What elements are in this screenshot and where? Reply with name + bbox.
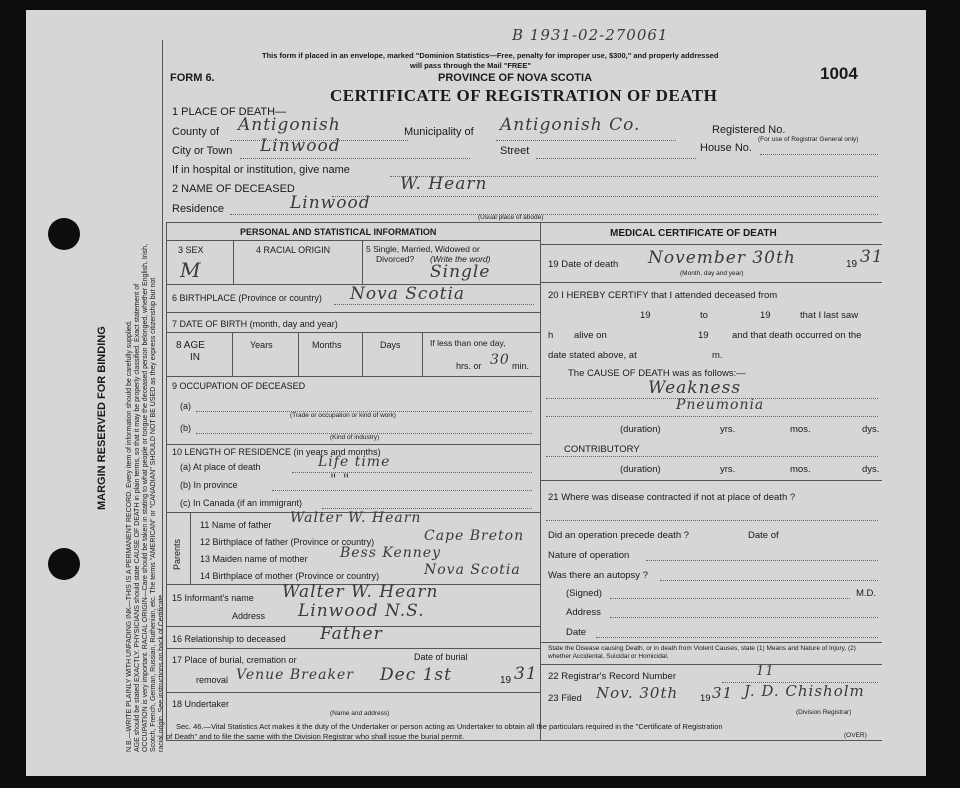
autopsy-label: Was there an autopsy ? [548, 570, 648, 581]
occupation-b: (b) [180, 423, 191, 433]
physician-date-label: Date [566, 627, 587, 638]
footer-over: (OVER) [844, 732, 867, 739]
house-no-label: House No. [700, 142, 752, 154]
residence-length-label: 10 LENGTH OF RESIDENCE (in years and months) [172, 447, 381, 457]
binding-hole-top [48, 218, 80, 250]
certify-19b: 19 [760, 310, 771, 321]
certify-date-above: date stated above, at [548, 350, 637, 361]
certificate-title: CERTIFICATE OF REGISTRATION OF DEATH [330, 86, 718, 105]
municipality-value: Antigonish Co. [500, 115, 641, 135]
undertaker-note: (Name and address) [330, 710, 390, 717]
certify-label: 20 I HEREBY CERTIFY that I attended deceased from [548, 290, 778, 301]
in-canada-label: (c) In Canada (if an immigrant) [180, 498, 303, 508]
burial-year-value: 31 [514, 664, 538, 684]
place-of-death-heading: 1 PLACE OF DEATH— [172, 106, 287, 118]
removal-value: Venue Breaker [236, 667, 354, 683]
death-year-prefix: 19 [846, 259, 858, 270]
registered-note: (For use of Registrar General only) [758, 136, 859, 143]
at-place-label: (a) At place of death [180, 462, 261, 472]
filed-year-value: 31 [712, 684, 734, 702]
certify-h: h [548, 330, 554, 341]
father-birthplace-label: 12 Birthplace of father (Province or country) [200, 537, 375, 547]
cause-label: The CAUSE OF DEATH was as follows:— [568, 368, 746, 379]
father-name-label: 11 Name of father [200, 520, 272, 530]
duration-2: (duration) [620, 464, 661, 475]
in-province-value: " " [330, 472, 351, 488]
certify-last-saw: that I last saw [800, 310, 859, 321]
cause-value-1: Weakness [648, 378, 742, 398]
operation-label: Did an operation precede death ? [548, 530, 690, 541]
margin-instruction-5: racial origin. See instructions on back of Certificate. [158, 592, 165, 752]
racial-origin-label: 4 RACIAL ORIGIN [256, 245, 331, 255]
dob-label: 7 DATE OF BIRTH (month, day and year) [172, 319, 338, 329]
residence-label: Residence [172, 203, 224, 215]
informant-address-label: Address [232, 611, 266, 621]
province-heading: PROVINCE OF NOVA SCOTIA [438, 72, 593, 84]
date-burial-label: Date of burial [414, 652, 468, 662]
record-number-value: 11 [756, 664, 775, 679]
envelope-notice: This form if placed in an envelope, marked "Dominion Statistics—Free, penalty for improper use, $300," and properly addressed [262, 51, 719, 60]
dys-2: dys. [862, 464, 880, 475]
reference-number: B 1931-02-270061 [512, 26, 669, 44]
marital-label-2: Divorced? [376, 254, 415, 264]
registrar-signature: J. D. Chisholm [744, 682, 865, 700]
burial-place-label: 17 Place of burial, cremation or [172, 655, 297, 665]
removal-label: removal [196, 675, 229, 685]
occupation-a: (a) [180, 401, 191, 411]
death-year-value: 31 [860, 247, 884, 267]
certify-death-occurred: and that death occurred on the [732, 330, 862, 341]
father-name-value: Walter W. Hearn [290, 510, 422, 526]
certify-m: m. [712, 350, 723, 361]
form-number: FORM 6. [170, 72, 215, 84]
serial-number: 1004 [820, 64, 858, 83]
informant-value: Walter W. Hearn [282, 582, 439, 602]
mother-name-label: 13 Maiden name of mother [200, 554, 308, 564]
certify-to: to [700, 310, 708, 321]
margin-instruction-2: AGE should be stated EXACTLY. PHYSICIANS should state CAUSE OF DEATH in plain terms, so that it may be properly classified. Exact statement of [134, 283, 141, 752]
md-label: M.D. [856, 588, 877, 599]
yrs-2: yrs. [720, 464, 736, 475]
county-label: County of [172, 126, 220, 138]
hospital-label: If in hospital or institution, give name [172, 164, 350, 176]
municipality-label: Municipality of [404, 126, 474, 138]
occupation-label: 9 OCCUPATION OF DECEASED [172, 381, 306, 391]
duration-1: (duration) [620, 424, 661, 435]
min-label: min. [512, 361, 530, 371]
cause-value-2: Pneumonia [676, 397, 765, 413]
residence-value: Linwood [290, 193, 371, 213]
margin-instruction-1: N.B.—WRITE PLAINLY WITH UNFADING INK—THIS IS A PERMANENT RECORD. Every item of information should be carefully supplied. [126, 320, 133, 752]
state-note: State the Disease causing Death, or in death from Violent Causes, state (1) Means and Nature of Injury, (2) whether Accidental, Suicidal or Homicidal. [548, 645, 856, 660]
marital-value: Single [430, 262, 491, 282]
marital-note: (Write the word) [430, 254, 491, 264]
age-label: 8 AGE [176, 340, 205, 351]
mother-name-value: Bess Kenney [340, 545, 441, 561]
sex-label: 3 SEX [178, 245, 204, 255]
personal-info-heading: PERSONAL AND STATISTICAL INFORMATION [240, 227, 437, 237]
operation-date-label: Date of [748, 530, 779, 541]
filed-value: Nov. 30th [596, 684, 679, 702]
certify-19a: 19 [640, 310, 651, 321]
birthplace-label: 6 BIRTHPLACE (Province or country) [172, 293, 322, 303]
sex-value: M [180, 258, 202, 282]
division-registrar-note: (Division Registrar) [796, 709, 852, 716]
registered-label: Registered No. [712, 124, 786, 136]
date-of-death-value: November 30th [648, 248, 796, 268]
minutes-value: 30 [490, 352, 510, 368]
days-label: Days [380, 340, 401, 350]
county-value: Antigonish [238, 115, 341, 135]
date-of-death-note: (Month, day and year) [680, 270, 744, 277]
footer-sec46b: of Death" and to file the same with the Division Registrar who shall issue the burial permit. [166, 732, 465, 741]
occupation-b-note: (Kind of industry) [330, 434, 380, 441]
medical-heading: MEDICAL CERTIFICATE OF DEATH [610, 228, 777, 239]
record-number-label: 22 Registrar's Record Number [548, 671, 676, 682]
usual-abode-note: (Usual place of abode) [478, 214, 544, 221]
deceased-name-label: 2 NAME OF DECEASED [172, 183, 295, 195]
mother-birthplace-label: 14 Birthplace of mother (Province or country) [200, 571, 380, 581]
contributory-label: CONTRIBUTORY [564, 444, 640, 455]
months-label: Months [312, 340, 342, 350]
relationship-value: Father [320, 624, 383, 644]
years-label: Years [250, 340, 273, 350]
signed-label: (Signed) [566, 588, 602, 599]
relationship-label: 16 Relationship to deceased [172, 634, 286, 644]
physician-address-label: Address [566, 607, 601, 618]
street-label: Street [500, 145, 530, 157]
age-in-label: IN [190, 352, 200, 363]
birthplace-value: Nova Scotia [350, 284, 466, 304]
at-place-value: Life time [318, 454, 391, 470]
less-than-day-label: If less than one day, [430, 338, 506, 348]
marital-label: 5 Single, Married, Widowed or [366, 244, 480, 254]
burial-year-prefix: 19 [500, 675, 512, 686]
parents-label: Parents [172, 538, 182, 570]
city-label: City or Town [172, 145, 233, 157]
deceased-name-value: W. Hearn [400, 174, 488, 194]
burial-date-value: Dec 1st [380, 665, 452, 685]
dys-1: dys. [862, 424, 880, 435]
informant-label: 15 Informant's name [172, 593, 254, 603]
mos-2: mos. [790, 464, 811, 475]
filed-label: 23 Filed [548, 693, 582, 704]
nature-operation-label: Nature of operation [548, 550, 630, 561]
date-of-death-label: 19 Date of death [548, 259, 619, 270]
certify-19c: 19 [698, 330, 709, 341]
envelope-notice-2: will pass through the Mail "FREE" [410, 61, 531, 70]
binding-hole-bottom [48, 548, 80, 580]
city-value: Linwood [260, 136, 341, 156]
margin-instruction-3: OCCUPATION is very important. RACIAL ORIGIN—Care should be taken in stating to what people or tongue the deceased person belonged, whether English, Irish, [142, 243, 149, 752]
contracted-label: 21 Where was disease contracted if not at place of death ? [548, 492, 796, 503]
mother-birthplace-value: Nova Scotia [424, 562, 521, 578]
mos-1: mos. [790, 424, 811, 435]
margin-binding-label: MARGIN RESERVED FOR BINDING [96, 326, 108, 510]
margin-instruction-4: Scotch, French, German, Russian, Ruthenian, etc. The terms "AMERICAN" or "CANADIAN" SHOULD NOT BE USED as they express citizenship but not [150, 277, 157, 752]
father-birthplace-value: Cape Breton [424, 528, 525, 544]
occupation-a-note: (Trade or occupation or kind of work) [290, 412, 396, 419]
filed-year-prefix: 19 [700, 693, 711, 704]
footer-sec46: Sec. 46.—Vital Statistics Act makes it the duty of the Undertaker or person acting as Undertaker to obtain all the particulars required in the "Certificate of Registration [176, 722, 723, 731]
certify-alive-on: alive on [574, 330, 607, 341]
undertaker-label: 18 Undertaker [172, 699, 230, 709]
informant-address-value: Linwood N.S. [298, 601, 425, 621]
hrs-label: hrs. or [456, 361, 482, 371]
in-province-label: (b) In province [180, 480, 238, 490]
yrs-1: yrs. [720, 424, 736, 435]
